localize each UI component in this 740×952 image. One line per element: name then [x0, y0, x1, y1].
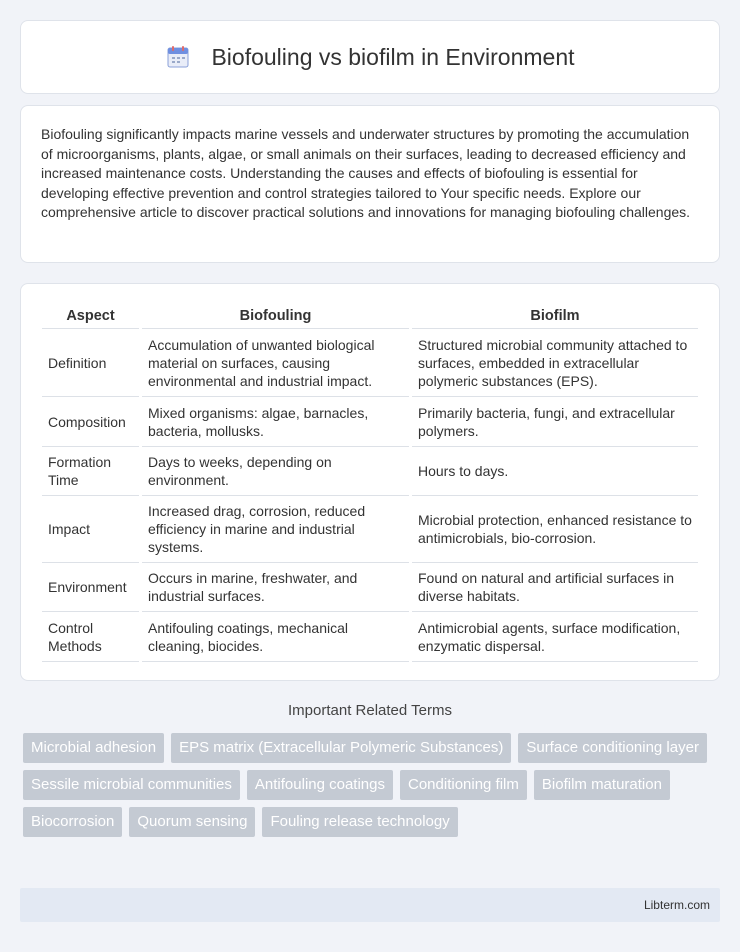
- header-biofouling: Biofouling: [142, 304, 409, 329]
- related-term-tag[interactable]: Biofilm maturation: [534, 770, 670, 800]
- related-terms-list: [23, 733, 723, 837]
- table-row: [42, 447, 698, 496]
- table-row: [42, 329, 698, 397]
- related-term-tag[interactable]: Microbial adhesion: [23, 733, 164, 763]
- table-row: [42, 496, 698, 563]
- calendar-icon: [165, 44, 191, 70]
- biofouling-cell: Antifouling coatings, mechanical cleaning, biocides.: [142, 612, 409, 662]
- comparison-table-card: [20, 283, 720, 681]
- related-term-tag[interactable]: Sessile microbial communities: [23, 770, 240, 800]
- intro-card: [20, 105, 720, 263]
- related-term-tag[interactable]: Conditioning film: [400, 770, 527, 800]
- related-term-tag[interactable]: EPS matrix (Extracellular Polymeric Substances): [171, 733, 511, 763]
- aspect-cell: Formation Time: [42, 447, 139, 496]
- biofilm-cell: Found on natural and artificial surfaces in diverse habitats.: [412, 563, 698, 612]
- table-header-row: [42, 304, 698, 329]
- biofouling-cell: Accumulation of unwanted biological material on surfaces, causing environmental and industrial impact.: [142, 329, 409, 397]
- intro-text: Biofouling significantly impacts marine vessels and underwater structures by promoting the accumulation of microorganisms, plants, algae, or small animals on their surfaces, leading to decreased efficiency and increased maintenance costs. Understanding the causes and effects of biofouling is essential for developing effective prevention and control strategies tailored to Your specific needs. Explore our comprehensive article to discover practical solutions and innovations for managing biofouling challenges.: [41, 126, 691, 220]
- table-row: [42, 563, 698, 612]
- header-biofilm: Biofilm: [412, 304, 698, 329]
- comparison-table: [39, 304, 701, 662]
- biofilm-cell: Structured microbial community attached to surfaces, embedded in extracellular polymeric substances (EPS).: [412, 329, 698, 397]
- title-wrap: [165, 44, 574, 71]
- aspect-cell: Control Methods: [42, 612, 139, 662]
- footer-site-link[interactable]: Libterm.com: [643, 898, 710, 912]
- related-term-tag[interactable]: Surface conditioning layer: [518, 733, 707, 763]
- table-row: [42, 612, 698, 662]
- biofilm-cell: Microbial protection, enhanced resistance to antimicrobials, bio-corrosion.: [412, 496, 698, 563]
- page-title: Biofouling vs biofilm in Environment: [211, 43, 575, 70]
- table-row: [42, 397, 698, 447]
- biofouling-cell: Increased drag, corrosion, reduced efficiency in marine and industrial systems.: [142, 496, 409, 563]
- aspect-cell: Composition: [42, 397, 139, 447]
- aspect-cell: Environment: [42, 563, 139, 612]
- footer: [20, 888, 720, 922]
- aspect-cell: Definition: [42, 329, 139, 397]
- biofilm-cell: Hours to days.: [412, 447, 698, 496]
- header-aspect: Aspect: [42, 304, 139, 329]
- header-card: [20, 20, 720, 94]
- biofilm-cell: Antimicrobial agents, surface modification, enzymatic dispersal.: [412, 612, 698, 662]
- related-term-tag[interactable]: Quorum sensing: [129, 807, 255, 837]
- related-term-tag[interactable]: Biocorrosion: [23, 807, 122, 837]
- biofouling-cell: Mixed organisms: algae, barnacles, bacteria, mollusks.: [142, 397, 409, 447]
- related-terms-title: Important Related Terms: [288, 702, 452, 719]
- biofilm-cell: Primarily bacteria, fungi, and extracellular polymers.: [412, 397, 698, 447]
- related-term-tag[interactable]: Antifouling coatings: [247, 770, 393, 800]
- biofouling-cell: Days to weeks, depending on environment.: [142, 447, 409, 496]
- aspect-cell: Impact: [42, 496, 139, 563]
- biofouling-cell: Occurs in marine, freshwater, and industrial surfaces.: [142, 563, 409, 612]
- related-term-tag[interactable]: Fouling release technology: [262, 807, 457, 837]
